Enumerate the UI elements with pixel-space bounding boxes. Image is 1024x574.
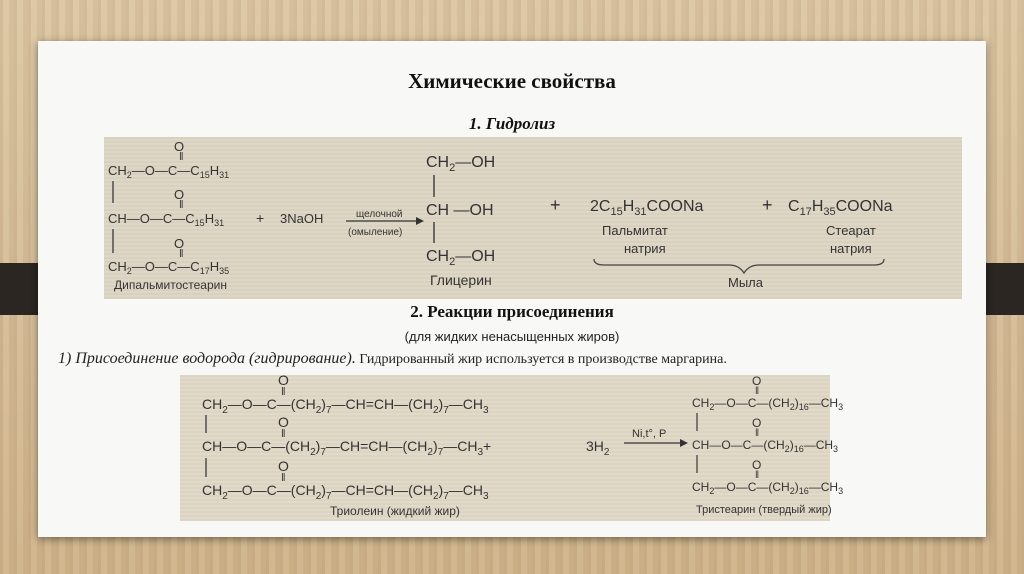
svg-text:‖: ‖ [281,428,286,440]
svg-text:CH—O—C—C15H31: $CH—O—C—C_{15}H_{31}$ [108,211,225,228]
svg-text:O: O [278,372,289,388]
svg-text:O: O [278,414,289,430]
addition-note: (для жидких ненасыщенных жиров) [404,329,620,344]
svg-text:O: O [174,139,185,154]
hydrogenation-text: Гидрированный жир используется в производстве маргарина. [355,352,727,367]
stearate-label-1: Стеарат [826,223,876,238]
svg-text:‖: ‖ [179,199,184,211]
hydrogenation-title: 1) Присоединение водорода (гидрирование). [58,350,356,367]
svg-text:‖: ‖ [755,386,760,397]
soaps-label: Мыла [728,275,763,290]
svg-text:CH2—O—C—(CH2)16—CH3: $CH_2—O—C—(CH_2)_{16}—CH_3$ [692,480,844,496]
naoh-reagent: 3NaOH [280,211,324,226]
svg-text:CH2—OH: $CH_2—OH$ [426,154,496,174]
svg-text:O: O [752,374,762,388]
svg-text:CH2—O—C—(CH2)16—CH3: $CH_2—O—C—(CH_2)_{16}—CH_3$ [692,396,844,412]
svg-text:‖: ‖ [281,472,286,484]
hydrolysis-reaction-scan [104,137,962,299]
svg-text:+: + [550,195,561,215]
svg-text:C17H35COONa: $C_{17}H_{35}COONa$ [788,198,893,218]
svg-text:‖: ‖ [179,248,184,260]
slide-title: Химические свойства [408,69,616,93]
svg-text:O: O [174,236,185,251]
svg-text:CH2—O—C—(CH2)7—CH=CH—(CH2)7—CH: $CH_2—O—C—(CH_2)_7—CH=CH—(CH_2)_7—CH_3$ [202,396,489,416]
svg-text:3H2: $3H_2$ [586,438,610,458]
svg-text:CH2—O—C—C17H35: $CH_2—O—C—C_{17}H_{35}$ [108,259,230,276]
condition-saponification: (омыление) [348,227,403,238]
svg-text:O: O [752,416,762,430]
addition-heading: 2. Реакции присоединения [410,302,614,321]
svg-text:‖: ‖ [755,428,760,439]
hydrolysis-heading: 1. Гидролиз [468,114,556,133]
condition-alkaline: щелочной [356,209,403,220]
svg-text:CH—O—C—(CH2)7—CH=CH—(CH2)7—CH3: $CH—O—C—(CH_2)_7—CH=CH—(CH_2)_7—CH_3+$ [202,438,492,458]
svg-text:‖: ‖ [755,470,760,481]
svg-text:CH—O—C—(CH2)16—CH3: $CH—O—C—(CH_2)_{16}—CH_3$ [692,438,839,454]
svg-text:‖: ‖ [281,386,286,398]
svg-text:‖: ‖ [179,151,184,163]
svg-text:O: O [174,187,185,202]
svg-text:CH2—O—C—C15H31: $CH_2—O—C—C_{15}H_{31}$ [108,163,230,180]
svg-text:2C15H31COONa: $2C_{15}H_{31}COONa$ [590,198,704,218]
svg-text:+: + [256,210,265,226]
palmitate-label-2: натрия [624,241,666,256]
hydrogenation-reaction-scan [180,372,844,521]
tristearin-label: Тристеарин (твердый жир) [696,504,832,516]
triolein-label: Триолеин (жидкий жир) [330,504,460,518]
glycerol-label: Глицерин [430,272,492,288]
dipalmitostearin-label: Дипальмитостеарин [114,278,227,292]
palmitate-label-1: Пальмитат [602,223,668,238]
svg-text:O: O [278,458,289,474]
svg-text:CH2—O—C—(CH2)7—CH=CH—(CH2)7—CH: $CH_2—O—C—(CH_2)_7—CH=CH—(CH_2)_7—CH_3$ [202,482,489,502]
hydrogenation-condition: Ni,t°, P [632,428,667,440]
hydrogenation-point [58,350,727,368]
svg-text:CH2—OH: $CH_2—OH$ [426,248,496,268]
h2-reagent: 3H [586,438,604,454]
svg-text:O: O [752,458,762,472]
stearate-label-2: натрия [830,241,872,256]
slide [38,41,986,537]
svg-text:CH —OH: CH —OH [426,202,494,219]
svg-text:+: + [762,195,773,215]
